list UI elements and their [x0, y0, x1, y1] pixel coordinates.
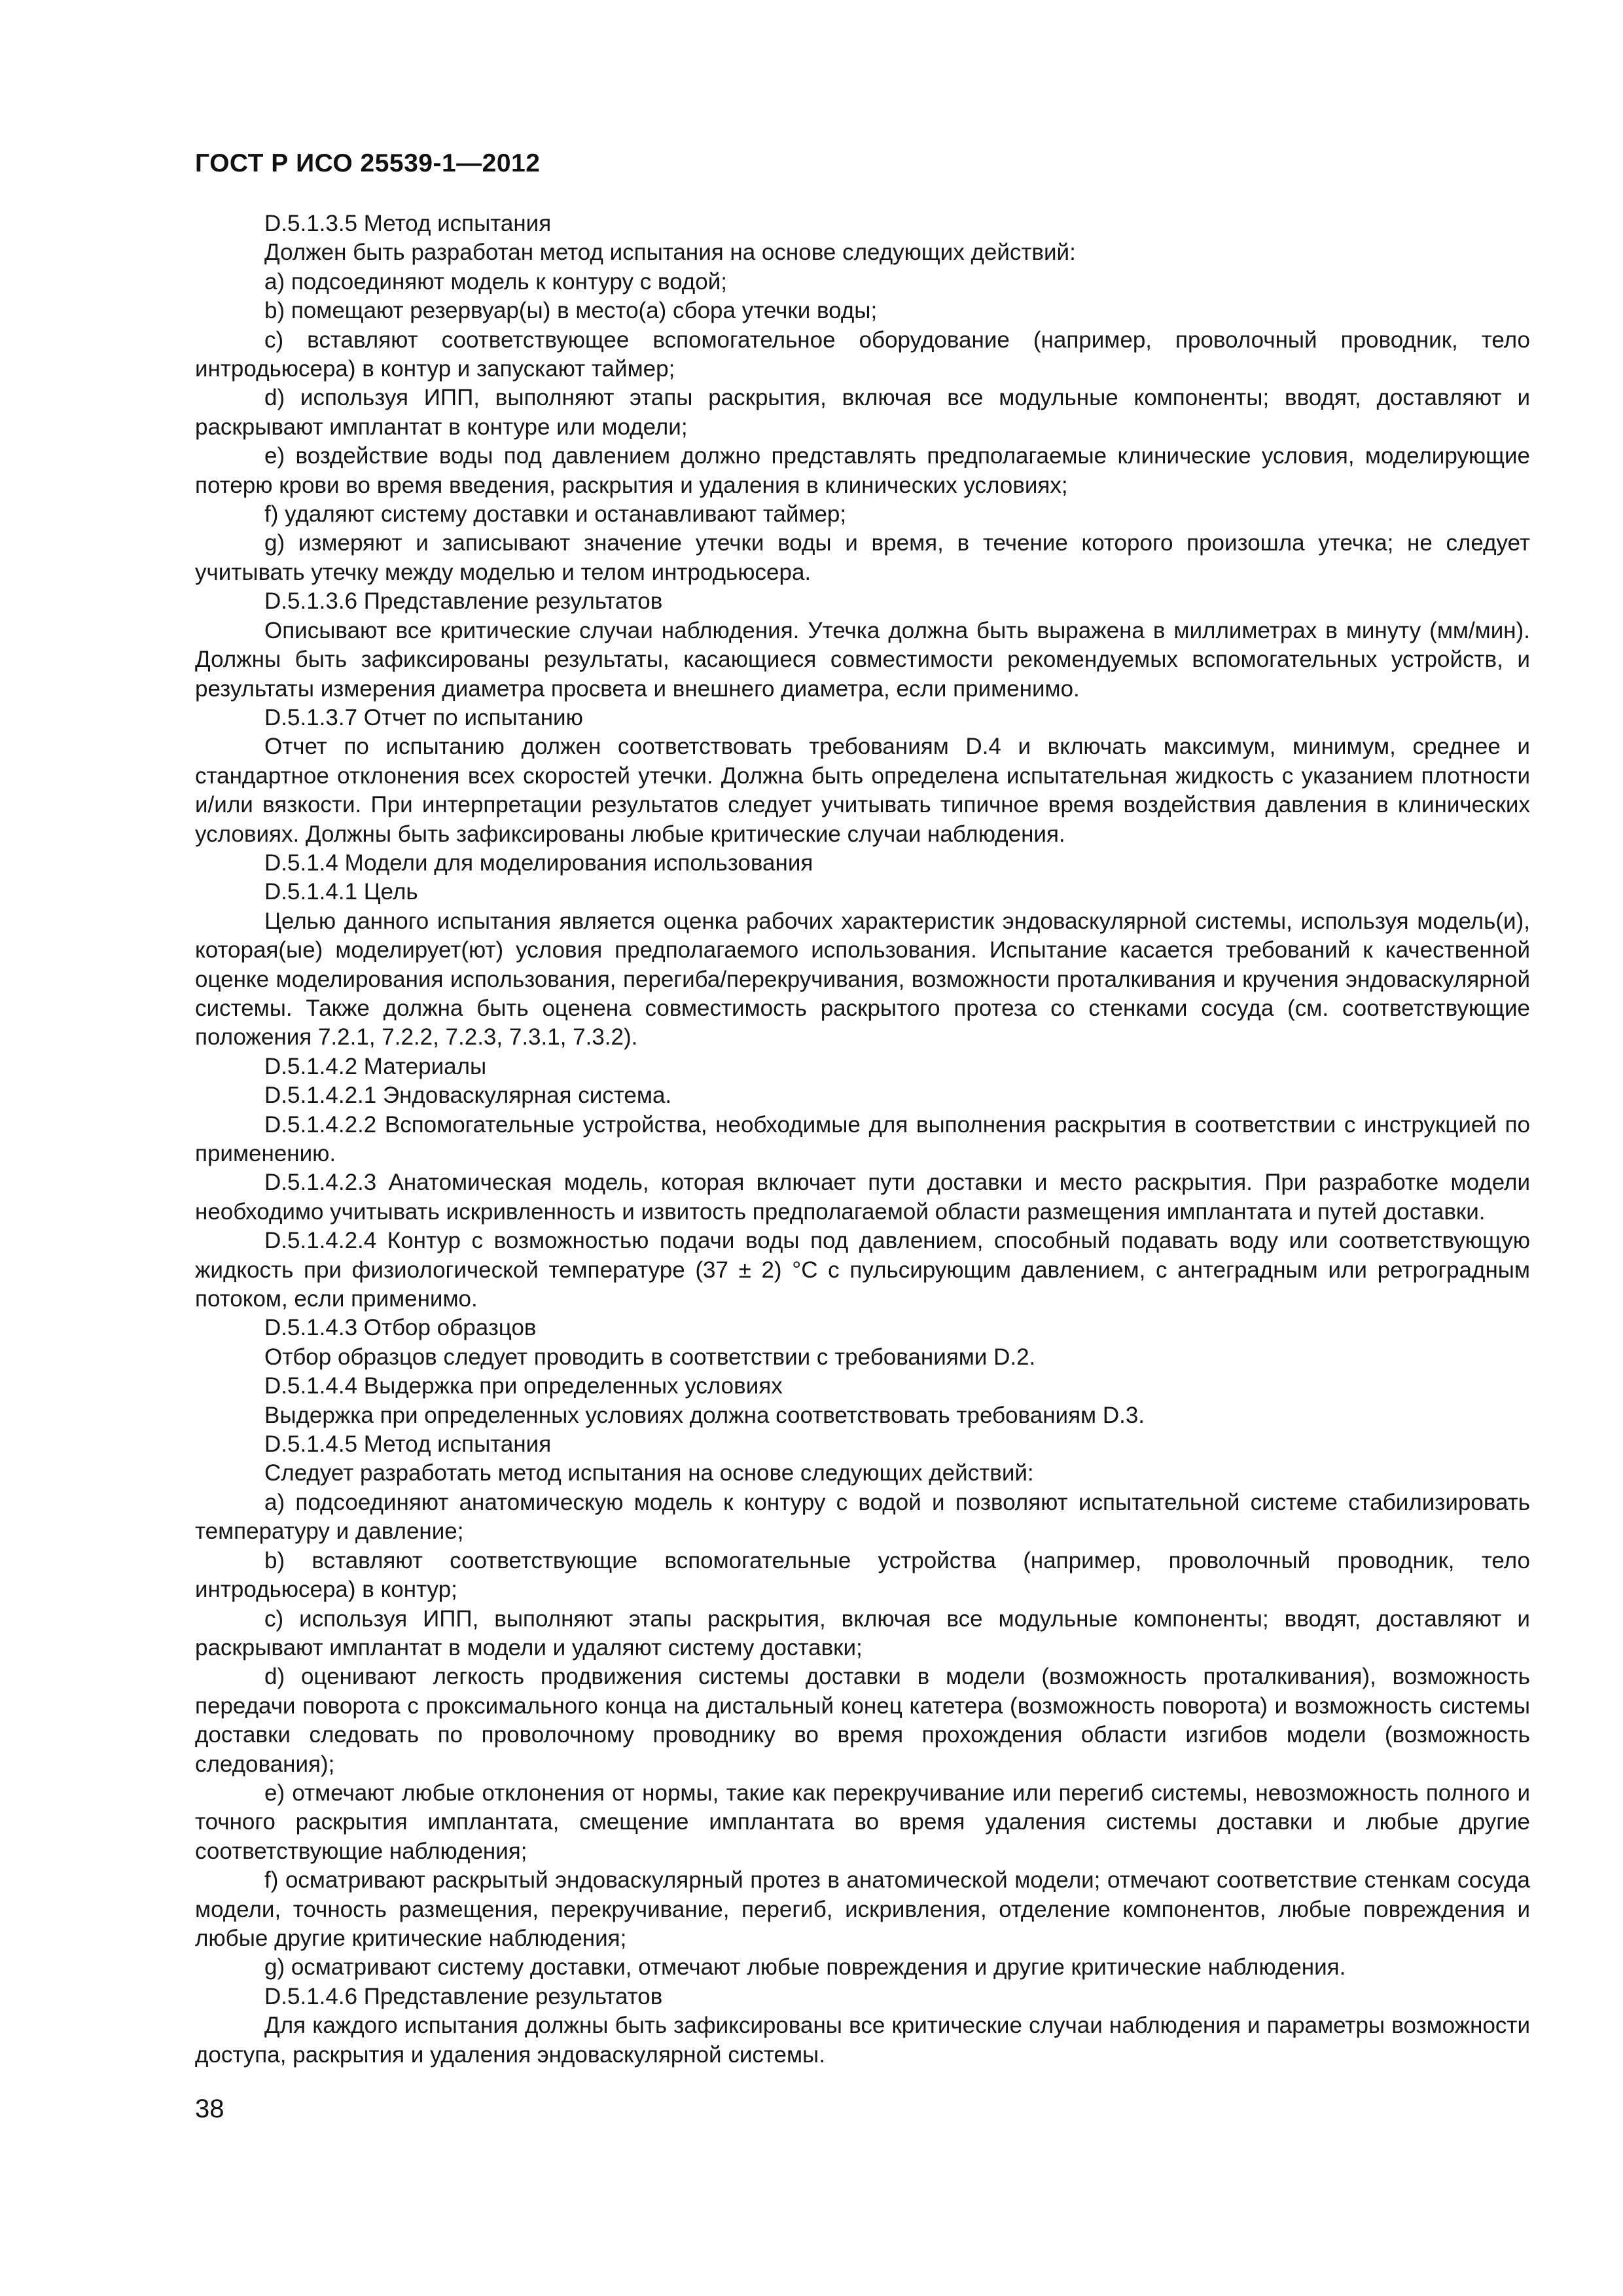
paragraph: Целью данного испытания является оценка рабочих характеристик эндоваскулярной системы, используя модель(и), которая(ые) моделирует(ют) условия предполагаемого использования. Испытание касается требований к качественной оценке моделирования использования, перегиба/перекручивания, возможности проталкивания и кручения эндоваскулярной системы. Также должна быть оценена совместимость раскрытого протеза со стенками сосуда (см. соответствующие положения 7.2.1, 7.2.2, 7.2.3, 7.3.1, 7.3.2).	[195, 908, 1530, 1050]
paragraph: g) измеряют и записывают значение утечки воды и время, в течение которого произошла утечка; не следует учитывать утечку между моделью и телом интродьюсера.	[195, 530, 1530, 585]
paragraph: а) подсоединяют анатомическую модель к контуру с водой и позволяют испытательной системе стабилизировать температуру и давление;	[195, 1489, 1530, 1545]
paragraph: D.5.1.4.2.1 Эндоваскулярная система.	[264, 1083, 672, 1109]
paragraph: D.5.1.4.1 Цель	[264, 879, 418, 905]
paragraph: Отчет по испытанию должен соответствовать требованиям D.4 и включать максимум, минимум, среднее и стандартное отклонения всех скоростей утечки. Должна быть определена испытательная жидкость с указанием плотности и/или вязкости. При интерпретации результатов следует учитывать типичное время воздействия давления в клинических условиях. Должны быть зафиксированы любые критические случаи наблюдения.	[195, 734, 1530, 847]
page-number: 38	[195, 2094, 224, 2123]
paragraph: D.5.1.4.3 Отбор образцов	[264, 1315, 537, 1341]
paragraph: а) подсоединяют модель к контуру с водой;	[264, 268, 727, 295]
paragraph: b) помещают резервуар(ы) в место(а) сбора утечки воды;	[264, 298, 878, 324]
document-body	[195, 209, 1530, 2070]
paragraph: с) вставляют соответствующее вспомогательное оборудование (например, проволочный проводник, тело интродьюсера) в контур и запускают таймер;	[195, 327, 1530, 382]
paragraph: Должен быть разработан метод испытания на основе следующих действий:	[264, 240, 1076, 266]
paragraph: Отбор образцов следует проводить в соответствии с требованиями D.2.	[264, 1344, 1036, 1370]
paragraph: D.5.1.4.5 Метод испытания	[264, 1431, 552, 1458]
paragraph: D.5.1.4 Модели для моделирования использования	[264, 850, 813, 876]
paragraph: b) вставляют соответствующие вспомогательные устройства (например, проволочный проводник, тело интродьюсера) в контур;	[195, 1547, 1530, 1603]
paragraph: D.5.1.3.7 Отчет по испытанию	[264, 704, 583, 730]
paragraph: Описывают все критические случаи наблюдения. Утечка должна быть выражена в миллиметрах в минуту (мм/мин). Должны быть зафиксированы результаты, касающиеся совместимости рекомендуемых вспомогательных устройств, и результаты измерения диаметра просвета и внешнего диаметра, если применимо.	[195, 617, 1530, 702]
paragraph: f) осматривают раскрытый эндоваскулярный протез в анатомической модели; отмечают соответствие стенкам сосуда модели, точность размещения, перекручивание, перегиб, искривления, отделение компонентов, любые повреждения и любые другие критические наблюдения;	[195, 1867, 1530, 1951]
paragraph: Следует разработать метод испытания на основе следующих действий:	[264, 1460, 1034, 1486]
paragraph: D.5.1.4.2.2 Вспомогательные устройства, необходимые для выполнения раскрытия в соответствии с инструкцией по применению.	[195, 1111, 1530, 1166]
paragraph: с) используя ИПП, выполняют этапы раскрытия, включая все модульные компоненты; вводят, доставляют и раскрывают имплантат в модели и удаляют систему доставки;	[195, 1605, 1530, 1660]
paragraph: f) удаляют систему доставки и останавливают таймер;	[264, 501, 847, 528]
paragraph: D.5.1.4.2.3 Анатомическая модель, которая включает пути доставки и место раскрытия. При разработке модели необходимо учитывать искривленность и извитость предполагаемой области размещения имплантата и путей доставки.	[195, 1170, 1530, 1225]
standard-designation: ГОСТ Р ИСО 25539-1—2012	[195, 149, 541, 177]
paragraph: g) осматривают систему доставки, отмечают любые повреждения и другие критические наблюдения.	[264, 1954, 1346, 1981]
paragraph: Для каждого испытания должны быть зафиксированы все критические случаи наблюдения и параметры возможности доступа, раскрытия и удаления эндоваскулярной системы.	[195, 2013, 1530, 2068]
paragraph: е) отмечают любые отклонения от нормы, такие как перекручивание или перегиб системы, невозможность полного и точного раскрытия имплантата, смещение имплантата во время удаления системы доставки и любые другие соответствующие наблюдения;	[195, 1780, 1530, 1864]
paragraph: d) оценивают легкость продвижения системы доставки в модели (возможность проталкивания), возможность передачи поворота с проксимального конца на дистальный конец катетера (возможность поворота) и возможность системы доставки следовать по проволочному проводнику во время прохождения области изгибов модели (возможность следования);	[195, 1664, 1530, 1777]
paragraph: D.5.1.4.2 Материалы	[264, 1053, 487, 1079]
paragraph: Выдержка при определенных условиях должна соответствовать требованиям D.3.	[264, 1402, 1145, 1428]
paragraph: D.5.1.3.5 Метод испытания	[264, 211, 552, 236]
paragraph: d) используя ИПП, выполняют этапы раскрытия, включая все модульные компоненты; вводят, доставляют и раскрывают имплантат в контуре или модели;	[195, 385, 1530, 440]
paragraph: е) воздействие воды под давлением должно представлять предполагаемые клинические условия, моделирующие потерю крови во время введения, раскрытия и удаления в клинических условиях;	[195, 443, 1530, 498]
paragraph: D.5.1.4.2.4 Контур с возможностью подачи воды под давлением, способный подавать воду или соответствующую жидкость при физиологической температуре (37 ± 2) °С с пульсирующим давлением, с антеградным или ретроградным потоком, если применимо.	[195, 1228, 1530, 1312]
paragraph: D.5.1.4.4 Выдержка при определенных условиях	[264, 1373, 783, 1399]
paragraph: D.5.1.4.6 Представление результатов	[264, 1983, 663, 2009]
paragraph: D.5.1.3.6 Представление результатов	[264, 588, 663, 615]
